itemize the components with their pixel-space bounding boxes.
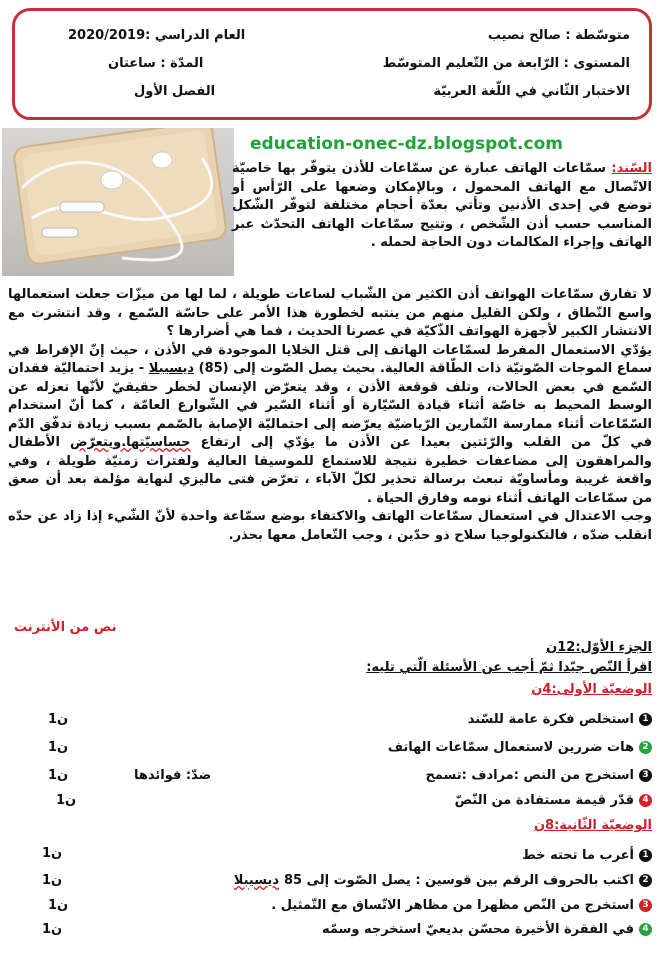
decibel-word-q: ديسيبلا bbox=[233, 873, 279, 888]
s1-mark-4: 1ن bbox=[56, 793, 77, 808]
number-badge-icon: 3 bbox=[639, 899, 652, 912]
passage-paragraph-2: لا تفارق سمّاعات الهواتف أذن الكثير من الشّباب لساعات طويلة ، لما لها من ميزّات جعلت استعمالها واسع النّطاق ، ولكن القليل منهم من ينتبه لخطورة هذا الأمر على حاسّة السّمع ، وقد انتشرت مع الانتشار الكبير لأجهزة الهواتف الذّكيّة في عصرنا الحديث ، فما هي أضرارها ؟ bbox=[8, 287, 652, 339]
number-badge-icon: 1 bbox=[639, 849, 652, 862]
number-badge-icon: 1 bbox=[639, 713, 652, 726]
marked-word: حساسيّتها.ويتعرّض bbox=[70, 435, 191, 450]
s1-question-4: 4 قدّر قيمة مستفادة من النّصّ bbox=[455, 793, 652, 808]
passage-label: السّند: bbox=[611, 161, 652, 176]
situation2-title: الوضعيّة الثّانية:8ن bbox=[533, 818, 652, 833]
term: الفصل الأول bbox=[134, 84, 216, 99]
s2-mark-4: 1ن bbox=[42, 922, 63, 937]
part1-instruction: اقرأ النّص جيّدا ثمّ أجب عن الأسئلة الّتي تليه: bbox=[366, 660, 652, 675]
s1-mark-1: 1ن bbox=[48, 712, 69, 727]
s2-mark-1: 1ن bbox=[42, 846, 63, 861]
s1-question-2: 2 هات ضررين لاستعمال سمّاعات الهاتف bbox=[388, 740, 652, 755]
school-name: متوسّطة : صالح نصيب bbox=[487, 28, 630, 43]
earphones-photo bbox=[2, 128, 234, 276]
s2-question-4: 4 في الفقرة الأخيرة محسّن بديعيّ استخرجه وسمّه bbox=[322, 922, 652, 937]
duration: المدّة : ساعتان bbox=[108, 56, 204, 71]
number-badge-icon: 2 bbox=[639, 874, 652, 887]
passage-paragraph-4: وجب الاعتدال في استعمال سمّاعات الهاتف والاكتفاء بوضع سمّاعة واحدة لأنّ الشّيء إذا زاد عن حدّه انقلب ضدّه ، فالتكنولوجيا سلاح ذو حدّين ، وجب التّعامل معها بحذر. bbox=[8, 509, 652, 543]
passage-body bbox=[8, 286, 652, 545]
s2-mark-2: 1ن bbox=[42, 873, 63, 888]
number-badge-icon: 2 bbox=[639, 741, 652, 754]
blog-url: education-onec-dz.blogspot.com bbox=[250, 134, 563, 154]
s1-question-1: 1 استخلص فكرة عامة للسّند bbox=[468, 712, 652, 727]
s1-antonym: ضدّ: فوائدها bbox=[134, 768, 212, 783]
source-note: نص من الأنترنت bbox=[14, 620, 117, 635]
s2-mark-3: 1ن bbox=[48, 898, 69, 913]
s2-question-3: 3 استخرج من النّص مظهرا من مظاهر الاتّساق مع التّمثيل . bbox=[271, 898, 652, 913]
level: المستوى : الرّابعة من التّعليم المتوسّط bbox=[382, 56, 630, 71]
exam-title: الاختبار الثّاني في اللّغة العربيّة bbox=[433, 84, 630, 99]
number-badge-icon: 4 bbox=[639, 923, 652, 936]
s2-question-1: 1 أعرب ما تحته خط bbox=[522, 848, 652, 863]
passage-paragraph-1: السّند: سمّاعات الهاتف عبارة عن سمّاعات للأذن يتوفّر بها خاصيّة الاتّصال مع الهاتف المحمول ، وبالإمكان وضعها على الرّأس أو توضع في إحدى الأذنين وتأتي بعدّة أحجام مختلفة لتوفّر الشّكل المناسب حسب أذن الشّخص ، وتتيح سمّاعات الهاتف التحدّث عبر الهاتف وإجراء المكالمات دون الحاجة لحمله . bbox=[232, 161, 652, 250]
number-badge-icon: 3 bbox=[639, 769, 652, 782]
s1-mark-2: 1ن bbox=[48, 740, 69, 755]
part1-title: الجزء الأوّل:12ن bbox=[546, 640, 652, 655]
passage-paragraph-3: يؤدّي الاستعمال المفرط لسمّاعات الهاتف إلى قتل الخلايا الموجودة في الأذن ، حيث إنّ الإفراط في سماع الموجات الصّوتيّة ذات الطّاقة العالية. بحيث يصل الصّوت إلى (85) ديسيبلا - يزيد احتماليّة فقدان السّمع في بعض الحالات، وتلف قوقعة الأذن ، وقد يتعرّض الإنسان لخطر حقيقيّ لأنّها تعزله عن الوسط المحيط به خاصّة أثناء قيادة السّيّارة أو أثناء السّير في الشّوارع العامّة ، كما أنّ استخدام السّمّاعات أثناء ممارسة التّمارين الرّياضيّة يعرّضه إلى احتماليّة الإصابة بالصّمم بسبب زيادة تدفّق الدّم في كلّ من القلب والرّئتين بعيدا عن الأذن ما يؤدّي إلى ارتفاع حساسيّتها.ويتعرّض الأطفال والمراهقون إلى مضاعفات خطيرة نتيجة للاستماع للموسيقا العالية ولفترات زمنيّة طويلة ، وفي واقعة غريبة ومأساويّة تبعث برسالة تحذير لكلّ الآباء ، تعرّض فتى ماليزي لنهاية مؤلمة بعد أن صعق من سمّاعات الهاتف أثناء نومه وفارق الحياة . bbox=[8, 342, 652, 506]
number-badge-icon: 4 bbox=[639, 794, 652, 807]
s2-question-2: 2 اكتب بالحروف الرقم بين قوسين : يصل الصّوت إلى 85 ديسيبلا bbox=[234, 873, 652, 888]
situation1-title: الوضعيّة الأولى:4ن bbox=[531, 682, 652, 697]
s1-question-3: 3 استخرج من النص :مرادف :تسمح bbox=[425, 768, 652, 783]
decibel-word: ديسيبلا bbox=[148, 361, 195, 376]
s1-mark-3: 1ن bbox=[48, 768, 69, 783]
school-year: العام الدراسي :2020/2019 bbox=[68, 28, 246, 43]
